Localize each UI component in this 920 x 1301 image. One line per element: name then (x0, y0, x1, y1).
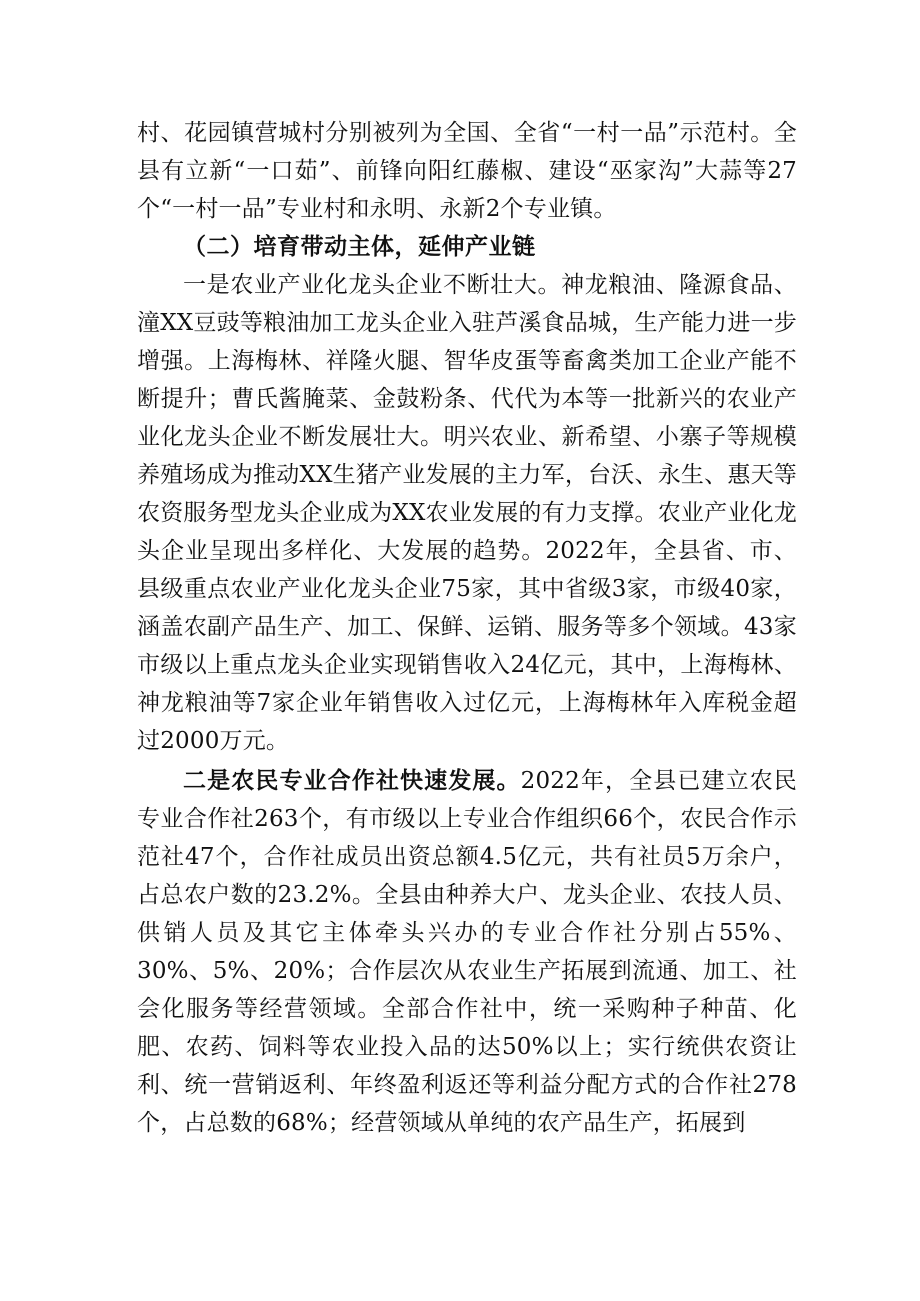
paragraph-cooperatives (137, 762, 797, 1142)
paragraph-body-text: 2022年，全县已建立农民专业合作社263个，有市级以上专业合作组织66个，农民合作示范社47个，合作社成员出资总额4.5亿元，共有社员5万余户，占总农户数的23.2%。全县由种养大户、龙头企业、农技人员、供销人员及其它主体牵头兴办的专业合作社分别占55%、30%、5%、20%；合作层次从农业生产拓展到流通、加工、社会化服务等经营领域。全部合作社中，统一采购种子种苗、化肥、农药、饲料等农业投入品的达50%以上；实行统供农资让利、统一营销返利、年终盈利返还等利益分配方式的合作社278个，占总数的68%；经营领域从单纯的农产品生产，拓展到 (137, 768, 797, 1136)
document-body (137, 114, 797, 1142)
section-heading: （二）培育带动主体，延伸产业链 (183, 234, 536, 260)
paragraph-lead-phrase: 二是农民专业合作社快速发展。 (183, 768, 521, 794)
paragraph-continued: 村、花园镇营城村分别被列为全国、全省“一村一品”示范村。全县有立新“一口茹”、前锋向阳红藤椒、建设“巫家沟”大蒜等27个“一村一品”专业村和永明、永新2个专业镇。 (137, 120, 797, 222)
paragraph-leading-enterprises: 一是农业产业化龙头企业不断壮大。神龙粮油、隆源食品、潼XX豆豉等粮油加工龙头企业入驻芦溪食品城，生产能力进一步增强。上海梅林、祥隆火腿、智华皮蛋等畜禽类加工企业产能不断提升；曹氏酱腌菜、金鼓粉条、代代为本等一批新兴的农业产业化龙头企业不断发展壮大。明兴农业、新希望、小寨子等规模养殖场成为推动XX生猪产业发展的主力军，台沃、永生、惠天等农资服务型龙头企业成为XX农业发展的有力支撑。农业产业化龙头企业呈现出多样化、大发展的趋势。2022年，全县省、市、县级重点农业产业化龙头企业75家，其中省级3家，市级40家，涵盖农副产品生产、加工、保鲜、运销、服务等多个领域。43家市级以上重点龙头企业实现销售收入24亿元，其中，上海梅林、神龙粮油等7家企业年销售收入过亿元，上海梅林年入库税金超过2000万元。 (137, 272, 797, 754)
